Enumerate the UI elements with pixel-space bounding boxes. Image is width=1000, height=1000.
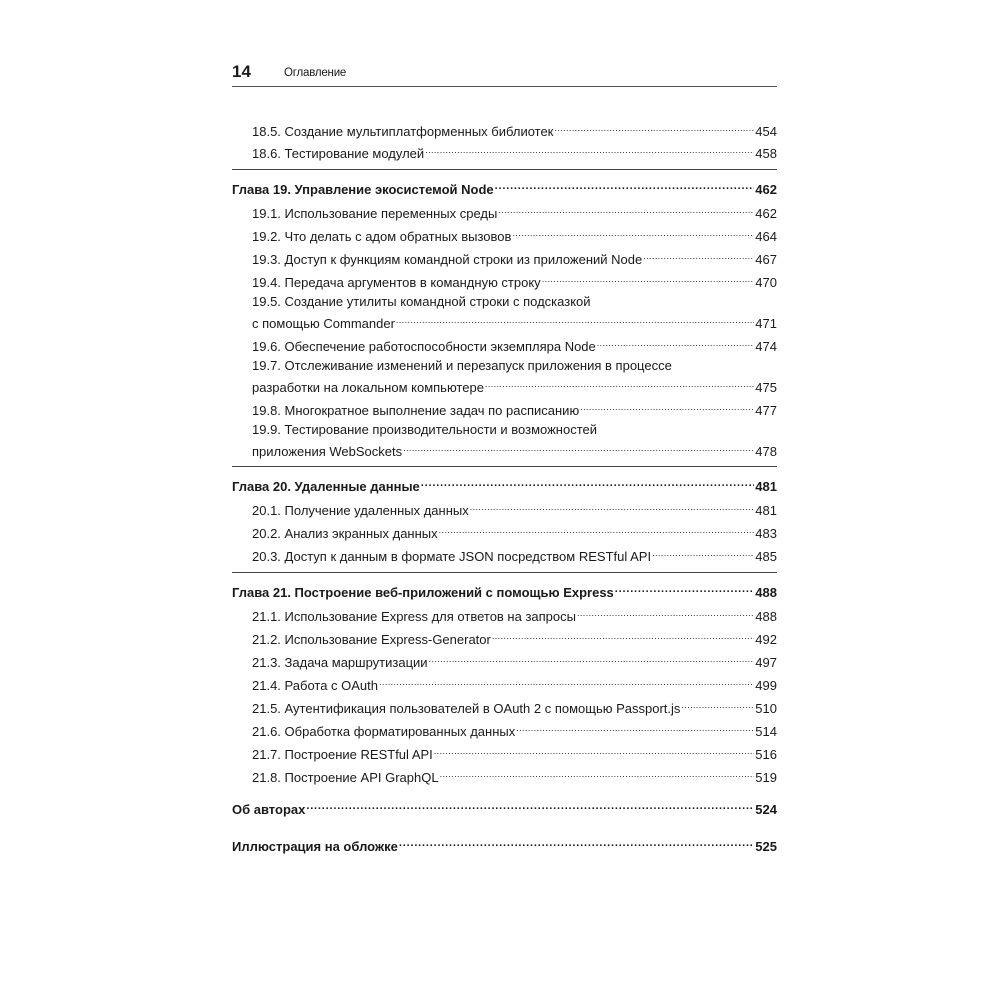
toc-entry-page: 467 bbox=[755, 252, 777, 267]
toc-entry-page: 474 bbox=[755, 339, 777, 354]
dot-leader bbox=[421, 474, 755, 491]
section-divider bbox=[232, 169, 777, 170]
toc-entry-page: 478 bbox=[755, 444, 777, 459]
toc-entry-title: 18.5. Создание мультиплатформенных библиотек bbox=[252, 124, 554, 139]
toc-entry[interactable] bbox=[252, 627, 777, 648]
toc-entry-title: 20.1. Получение удаленных данных bbox=[252, 503, 469, 518]
toc-entry[interactable] bbox=[252, 673, 777, 694]
dot-leader bbox=[306, 797, 754, 814]
toc-entry[interactable] bbox=[252, 498, 777, 519]
toc-entry-page: 519 bbox=[755, 770, 777, 785]
toc-chapter-21[interactable] bbox=[232, 580, 777, 601]
dot-leader bbox=[492, 627, 754, 644]
toc-entry[interactable] bbox=[252, 696, 777, 717]
dot-leader bbox=[495, 177, 755, 194]
chapter-title: Глава 20. Удаленные данные bbox=[232, 479, 420, 494]
dot-leader bbox=[615, 580, 755, 597]
toc-entry[interactable] bbox=[252, 398, 777, 419]
toc-entry-title: 20.2. Анализ экранных данных bbox=[252, 526, 438, 541]
chapter-title: Глава 21. Построение веб-приложений с помощью Express bbox=[232, 585, 614, 600]
toc-entry-title: 21.5. Аутентификация пользователей в OAuth 2 с помощью Passport.js bbox=[252, 701, 681, 716]
toc-chapter-19[interactable] bbox=[232, 177, 777, 198]
toc-entry-title: 19.2. Что делать с адом обратных вызовов bbox=[252, 229, 512, 244]
toc-entry-title: 21.4. Работа с OAuth bbox=[252, 678, 379, 693]
toc-entry[interactable] bbox=[252, 604, 777, 625]
toc-entry-page: 464 bbox=[755, 229, 777, 244]
toc-entry-title: 20.3. Доступ к данным в формате JSON посредством RESTful API bbox=[252, 549, 652, 564]
toc-entry-page: 485 bbox=[755, 549, 777, 564]
toc-entry-page: 510 bbox=[755, 701, 777, 716]
toc-entry-page: 462 bbox=[755, 206, 777, 221]
toc-entry-title: 18.6. Тестирование модулей bbox=[252, 146, 425, 161]
dot-leader bbox=[379, 673, 754, 690]
dot-leader bbox=[429, 650, 755, 667]
toc-entry[interactable] bbox=[252, 521, 777, 542]
toc-entry-page: 471 bbox=[755, 316, 777, 331]
running-title: Оглавление bbox=[284, 67, 347, 79]
toc-entry-title: 19.9. Тестирование производительности и возможностей bbox=[252, 422, 597, 437]
toc-entry[interactable] bbox=[252, 650, 777, 671]
toc-entry[interactable] bbox=[252, 311, 777, 332]
toc-entry[interactable] bbox=[252, 270, 777, 291]
toc-entry[interactable] bbox=[252, 544, 777, 565]
toc-entry[interactable] bbox=[252, 247, 777, 268]
dot-leader bbox=[652, 544, 754, 561]
dot-leader bbox=[681, 696, 754, 713]
dot-leader bbox=[440, 765, 755, 782]
dot-leader bbox=[512, 224, 754, 241]
toc-entry-page: 475 bbox=[755, 380, 777, 395]
toc-entry-page: 481 bbox=[755, 503, 777, 518]
toc-entry-title: 19.1. Использование переменных среды bbox=[252, 206, 498, 221]
dot-leader bbox=[439, 521, 755, 538]
toc-entry-page: 477 bbox=[755, 403, 777, 418]
page-number: 14 bbox=[232, 62, 251, 81]
dot-leader bbox=[434, 742, 755, 759]
toc-cover-illustration[interactable] bbox=[232, 834, 777, 855]
toc-entry[interactable] bbox=[252, 742, 777, 763]
chapter-page: 462 bbox=[755, 182, 777, 197]
chapter-page: 524 bbox=[755, 802, 777, 817]
dot-leader bbox=[554, 119, 754, 136]
toc-entry-page: 497 bbox=[755, 655, 777, 670]
toc-entry-page: 499 bbox=[755, 678, 777, 693]
toc-entry-title: 21.3. Задача маршрутизации bbox=[252, 655, 428, 670]
toc-entry[interactable] bbox=[252, 141, 777, 162]
dot-leader bbox=[498, 201, 754, 218]
toc-entry[interactable] bbox=[252, 375, 777, 396]
toc-entry-title: с помощью Commander bbox=[252, 316, 395, 331]
toc-entry-line1[interactable] bbox=[252, 293, 777, 310]
dot-leader bbox=[542, 270, 755, 287]
toc-entry-page: 492 bbox=[755, 632, 777, 647]
section-divider bbox=[232, 466, 777, 467]
chapter-title: Иллюстрация на обложке bbox=[232, 839, 398, 854]
toc-entry-title: 21.1. Использование Express для ответов на запросы bbox=[252, 609, 576, 624]
toc-entry-page: 454 bbox=[755, 124, 777, 139]
toc-entry-title: 19.4. Передача аргументов в командную строку bbox=[252, 275, 541, 290]
chapter-title: Об авторах bbox=[232, 802, 306, 817]
dot-leader bbox=[396, 311, 754, 328]
chapter-page: 525 bbox=[755, 839, 777, 854]
dot-leader bbox=[643, 247, 754, 264]
toc-entry-title: 19.8. Многократное выполнение задач по расписанию bbox=[252, 403, 580, 418]
dot-leader bbox=[516, 719, 754, 736]
toc-entry-title: 21.8. Построение API GraphQL bbox=[252, 770, 439, 785]
toc-entry-page: 488 bbox=[755, 609, 777, 624]
toc-entry[interactable] bbox=[252, 765, 777, 786]
dot-leader bbox=[403, 439, 754, 456]
toc-entry[interactable] bbox=[252, 201, 777, 222]
toc-entry-page: 514 bbox=[755, 724, 777, 739]
toc-entry[interactable] bbox=[252, 719, 777, 740]
toc-entry[interactable] bbox=[252, 439, 777, 460]
section-divider bbox=[232, 572, 777, 573]
dot-leader bbox=[485, 375, 754, 392]
toc-entry[interactable] bbox=[252, 334, 777, 355]
dot-leader bbox=[577, 604, 754, 621]
toc-entry-title: 19.3. Доступ к функциям командной строки из приложений Node bbox=[252, 252, 643, 267]
toc-about-authors[interactable] bbox=[232, 797, 777, 818]
dot-leader bbox=[470, 498, 755, 515]
toc-entry-title: 19.6. Обеспечение работоспособности экземпляра Node bbox=[252, 339, 596, 354]
toc-entry-title: 21.7. Построение RESTful API bbox=[252, 747, 433, 762]
chapter-page: 481 bbox=[755, 479, 777, 494]
toc-entry-page: 458 bbox=[755, 146, 777, 161]
toc-entry-line1[interactable] bbox=[252, 421, 777, 438]
chapter-title: Глава 19. Управление экосистемой Node bbox=[232, 182, 494, 197]
toc-entry-title: разработки на локальном компьютере bbox=[252, 380, 484, 395]
toc-entry[interactable] bbox=[252, 119, 777, 140]
toc-entry-title: 21.6. Обработка форматированных данных bbox=[252, 724, 516, 739]
dot-leader bbox=[597, 334, 755, 351]
toc-entry-title: 21.2. Использование Express-Generator bbox=[252, 632, 491, 647]
toc-entry-page: 470 bbox=[755, 275, 777, 290]
chapter-page: 488 bbox=[755, 585, 777, 600]
dot-leader bbox=[425, 141, 754, 158]
toc-chapter-20[interactable] bbox=[232, 474, 777, 495]
toc-entry-title: 19.7. Отслеживание изменений и перезапуск приложения в процессе bbox=[252, 358, 672, 373]
toc-entry-page: 483 bbox=[755, 526, 777, 541]
toc-entry[interactable] bbox=[252, 224, 777, 245]
toc-entry-page: 516 bbox=[755, 747, 777, 762]
toc-entry-title: 19.5. Создание утилиты командной строки с подсказкой bbox=[252, 294, 591, 309]
toc-entry-title: приложения WebSockets bbox=[252, 444, 403, 459]
dot-leader bbox=[399, 834, 754, 851]
toc-entry-line1[interactable] bbox=[252, 357, 777, 374]
dot-leader bbox=[580, 398, 754, 415]
